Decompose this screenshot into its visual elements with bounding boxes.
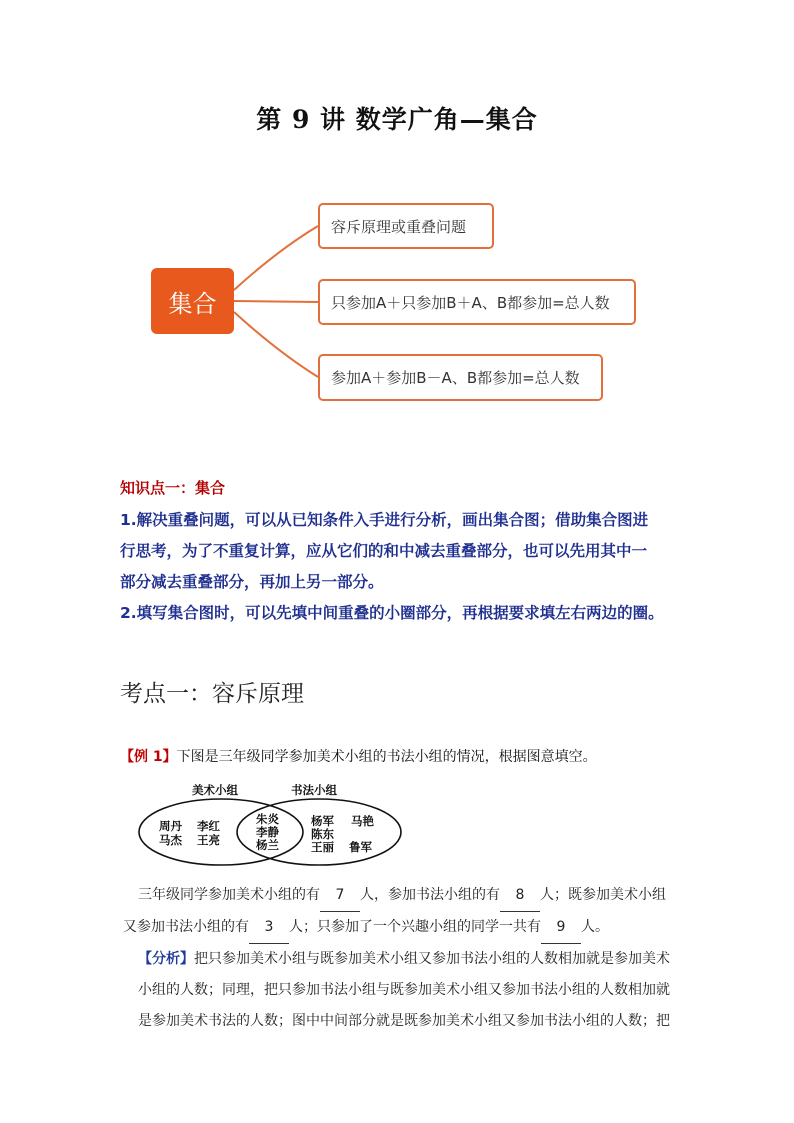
analysis-tag: 【分析】 bbox=[138, 951, 194, 967]
question-text: 三年级同学参加美术小组的有 bbox=[138, 887, 320, 903]
venn-right-label: 书法小组 bbox=[291, 783, 337, 797]
mindmap-branch-1: 容斥原理或重叠问题 bbox=[318, 203, 494, 249]
analysis-line: 小组的人数；同理，把只参加书法小组与既参加美术小组又参加书法小组的人数相加就 bbox=[138, 982, 670, 998]
section-title: 考点一：容斥原理 bbox=[120, 681, 304, 707]
example-question bbox=[120, 746, 597, 766]
venn-left-item: 周丹 bbox=[159, 819, 182, 833]
knowledge-line: 1.解决重叠问题，可以从已知条件入手进行分析，画出集合图；借助集合图进 bbox=[120, 511, 649, 529]
mindmap-root: 集合 bbox=[151, 268, 234, 334]
question-text: 人；只参加了一个兴趣小组的同学一共有 bbox=[289, 919, 541, 935]
venn-right-item: 杨军 bbox=[311, 814, 334, 828]
venn-left-label: 美术小组 bbox=[192, 783, 238, 797]
venn-both-item: 李静 bbox=[256, 825, 279, 839]
analysis-line bbox=[138, 944, 678, 975]
knowledge-body bbox=[120, 505, 680, 629]
venn-left-item: 李红 bbox=[197, 819, 220, 833]
connector-1 bbox=[234, 226, 318, 290]
venn-right-item: 陈东 bbox=[311, 827, 334, 841]
fill-in-line-2 bbox=[123, 912, 678, 944]
connector-2 bbox=[234, 301, 318, 302]
answer-blank: 9 bbox=[541, 912, 581, 944]
venn-left-item: 马杰 bbox=[159, 833, 182, 847]
question-text: 人；既参加美术小组 bbox=[540, 887, 666, 903]
example-body bbox=[123, 880, 678, 1037]
answer-blank: 3 bbox=[249, 912, 289, 944]
analysis-text: 把只参加美术小组与既参加美术小组又参加书法小组的人数相加就是参加美术 bbox=[194, 951, 670, 967]
venn-right-item: 王丽 bbox=[311, 840, 334, 854]
connector-3 bbox=[234, 312, 318, 377]
page-title: 第 9 讲 数学广角—集合 bbox=[256, 105, 538, 134]
knowledge-line: 2.填写集合图时，可以先填中间重叠的小圈部分，再根据要求填左右两边的圈。 bbox=[120, 604, 664, 622]
knowledge-line: 行思考，为了不重复计算，应从它们的和中减去重叠部分，也可以先用其中一 bbox=[120, 542, 648, 560]
knowledge-line: 部分减去重叠部分，再加上另一部分。 bbox=[120, 573, 384, 591]
mindmap-branch-2: 只参加A＋只参加B＋A、B都参加=总人数 bbox=[318, 279, 636, 325]
answer-blank: 7 bbox=[320, 880, 360, 912]
question-text: 人。 bbox=[581, 919, 609, 935]
venn-both-item: 杨兰 bbox=[256, 838, 279, 852]
question-text: 又参加书法小组的有 bbox=[123, 919, 249, 935]
fill-in-line-1 bbox=[138, 880, 678, 912]
question-text: 人，参加书法小组的有 bbox=[360, 887, 500, 903]
mindmap-branch-3: 参加A＋参加B－A、B都参加=总人数 bbox=[318, 354, 603, 401]
venn-right-item: 马艳 bbox=[351, 814, 374, 828]
analysis-line: 是参加美术书法的人数；图中中间部分就是既参加美术小组又参加书法小组的人数；把 bbox=[138, 1013, 670, 1029]
venn-left-item: 王亮 bbox=[197, 833, 220, 847]
venn-both-item: 朱炎 bbox=[256, 812, 279, 826]
example-tag: 【例 1】 bbox=[120, 749, 177, 765]
venn-diagram bbox=[136, 778, 406, 870]
answer-blank: 8 bbox=[500, 880, 540, 912]
knowledge-title: 知识点一：集合 bbox=[120, 479, 226, 497]
venn-right-item: 鲁军 bbox=[349, 840, 372, 854]
example-text: 下图是三年级同学参加美术小组的书法小组的情况，根据图意填空。 bbox=[176, 749, 597, 765]
